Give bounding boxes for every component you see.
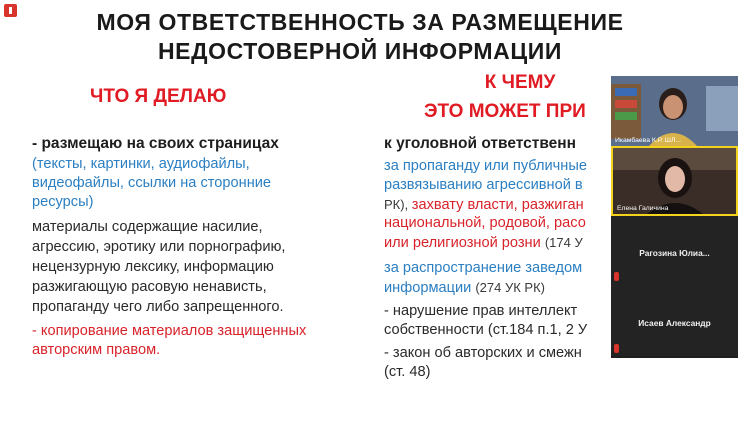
right-line [384, 195, 584, 215]
right-line-part: (174 У [544, 235, 583, 250]
participant-tile[interactable] [611, 286, 738, 356]
left-line: материалы содержащие насилие, [32, 219, 263, 235]
participant-panel [611, 76, 738, 358]
left-line: агрессию, эротику или порнографию, [32, 239, 286, 255]
participant-tile-active-speaker[interactable] [611, 146, 738, 216]
screen-share-icon[interactable] [4, 4, 17, 17]
slide-title-line1: МОЯ ОТВЕТСТВЕННОСТЬ ЗА РАЗМЕЩЕНИЕ [96, 9, 624, 35]
left-line: - копирование материалов защищенных [32, 323, 307, 339]
right-heading-line1: К ЧЕМУ [484, 72, 556, 93]
right-line: собственности (ст.184 п.1, 2 У [384, 322, 588, 338]
participant-name: Елена Галичина [617, 205, 669, 212]
right-line: национальной, родовой, расо [384, 215, 586, 231]
slide-title [90, 8, 630, 66]
left-line: нецензурную лексику, информацию [32, 259, 274, 275]
right-line: за пропаганду или публичные [384, 158, 587, 174]
right-line: - нарушение прав интеллект [384, 303, 578, 319]
participant-name: Рагозина Юлиа... [639, 248, 710, 258]
left-line: видеофайлы, ссылки на сторонние [32, 175, 272, 191]
participant-name: Исаев Александр [638, 318, 711, 328]
left-heading: ЧТО Я ДЕЛАЮ [90, 86, 227, 107]
left-line: пропаганду чего либо запрещенного. [32, 299, 284, 315]
participant-name: Икамбаева К.Р. ШЛ... [615, 137, 682, 144]
left-line: (тексты, картинки, аудиофайлы, [32, 156, 250, 172]
right-line: за распространение заведом [384, 260, 583, 276]
participant-tile[interactable] [611, 76, 738, 146]
right-line-part: РК), [384, 197, 412, 212]
right-line: (ст. 48) [384, 364, 431, 380]
right-line-part: (274 УК РК) [475, 280, 545, 295]
slide-title-line2: НЕДОСТОВЕРНОЙ ИНФОРМАЦИИ [157, 38, 563, 64]
right-line: к уголовной ответственн [384, 135, 577, 152]
left-line: авторским правом. [32, 342, 161, 358]
muted-mic-icon [614, 272, 619, 281]
muted-mic-icon [614, 344, 619, 353]
participant-tile[interactable] [611, 216, 738, 286]
right-line-part: или религиозной розни [384, 235, 545, 251]
left-line: разжигающую расовую ненависть, [32, 279, 267, 295]
right-line-part: захвату власти, разжиган [411, 197, 584, 213]
right-line-part: информации [384, 280, 476, 296]
left-line: ресурсы) [32, 194, 94, 210]
right-heading-line2: ЭТО МОЖЕТ ПРИ [424, 101, 586, 122]
participant-video [611, 76, 738, 146]
left-line: - размещаю на своих страницах [32, 135, 279, 152]
right-line [384, 278, 545, 298]
right-line [384, 233, 583, 253]
right-line: развязыванию агрессивной в [384, 177, 583, 193]
right-line: - закон об авторских и смежн [384, 345, 582, 361]
